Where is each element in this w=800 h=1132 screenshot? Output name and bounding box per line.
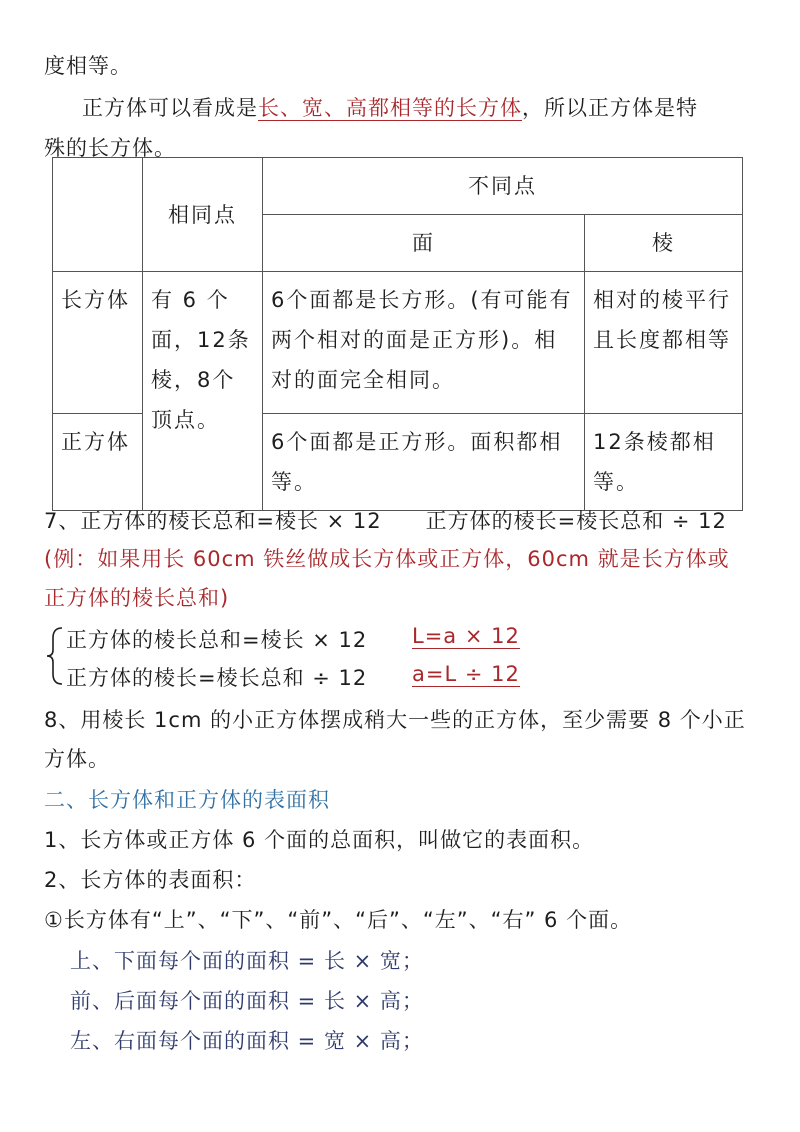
formula-text: 正方体的棱长=棱长总和 ÷ 12 xyxy=(66,666,368,690)
formula-expression: L=a × 12 xyxy=(412,624,520,648)
formula-row xyxy=(66,624,520,654)
item7-line: 7、正方体的棱长总和=棱长 × 12 正方体的棱长=棱长总和 ÷ 12 xyxy=(44,509,727,533)
section-title: 二、长方体和正方体的表面积 xyxy=(44,788,330,812)
area-formula: 前、后面每个面的面积 = 长 × 高； xyxy=(70,989,424,1013)
area-formula: 上、下面每个面的面积 = 长 × 宽； xyxy=(70,949,424,973)
table-row-name: 长方体 xyxy=(53,272,143,414)
paragraph: ①长方体有“上”、“下”、“前”、“后”、“左”、“右” 6 个面。 xyxy=(44,908,633,932)
table-header-same: 相同点 xyxy=(143,158,263,272)
formula-expression: a=L ÷ 12 xyxy=(412,662,520,686)
intro-line-3: 殊的长方体。 xyxy=(44,136,176,160)
intro-highlight: 长、宽、高都相等的长方体 xyxy=(258,96,522,120)
paragraph: 1、长方体或正方体 6 个面的总面积，叫做它的表面积。 xyxy=(44,828,595,852)
area-formula: 左、右面每个面的面积 = 宽 × 高； xyxy=(70,1029,424,1053)
table-row-name: 正方体 xyxy=(53,414,143,511)
table-header-face: 面 xyxy=(263,215,585,272)
table-row-face: 6个面都是长方形。(有可能有两个相对的面是正方形)。相对的面完全相同。 xyxy=(263,272,585,414)
item7-example-2: 正方体的棱长总和) xyxy=(44,586,230,610)
item8-line-1: 8、用棱长 1cm 的小正方体摆成稍大一些的正方体，至少需要 8 个小正 xyxy=(44,708,746,732)
table-header-edge: 棱 xyxy=(585,215,743,272)
intro-line-2 xyxy=(82,92,698,122)
table-header-diff: 不同点 xyxy=(263,158,743,215)
item8-line-2: 方体。 xyxy=(44,747,110,771)
formula-row xyxy=(66,662,520,692)
table-row-edge: 12条棱都相等。 xyxy=(585,414,743,511)
formula-text: 正方体的棱长总和=棱长 × 12 xyxy=(66,628,368,652)
table-same-cell: 有 6 个面，12条棱，8个顶点。 xyxy=(143,272,263,511)
item7-example-1: (例：如果用长 60cm 铁丝做成长方体或正方体，60cm 就是长方体或 xyxy=(44,547,730,571)
intro-line-1: 度相等。 xyxy=(44,54,132,78)
table-row-face: 6个面都是正方形。面积都相等。 xyxy=(263,414,585,511)
intro-line-2-post: ，所以正方体是特 xyxy=(522,96,698,120)
brace-icon xyxy=(44,626,66,686)
intro-line-2-pre: 正方体可以看成是 xyxy=(82,96,258,120)
comparison-table xyxy=(52,157,743,511)
table-row-edge: 相对的棱平行且长度都相等 xyxy=(585,272,743,414)
paragraph: 2、长方体的表面积： xyxy=(44,868,257,892)
table-corner-cell xyxy=(53,158,143,272)
